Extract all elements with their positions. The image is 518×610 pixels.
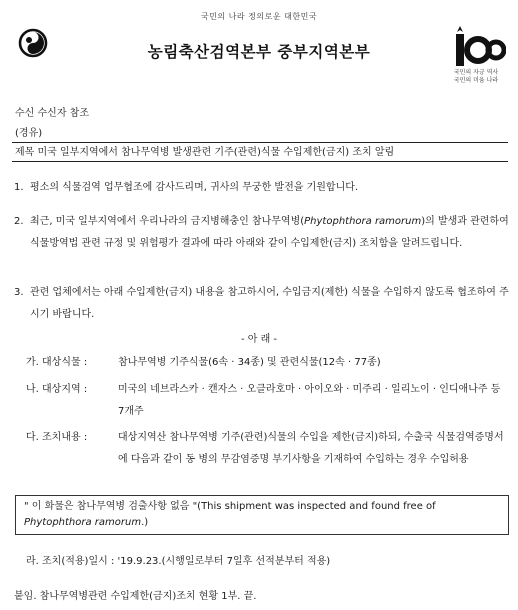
organization-title: 농림축산검역본부 중부지역본부 [147, 43, 371, 61]
item-label: 나. 대상지역 : [26, 384, 88, 395]
paragraph-text-start: 최근, 미국 일부지역에서 우리나라의 금지병해충인 참나무역병( [30, 216, 305, 227]
statement-text-end: .) [141, 517, 149, 528]
logo-caption-line1: 국민의 자긍 역사 [453, 69, 499, 76]
paragraph-3 [14, 282, 509, 326]
item-value: 미국의 네브라스카 · 캔자스 · 오클라호마 · 아이오와 · 미주리 · 일리노이 · 인디애나주 등 7개주 [118, 384, 501, 417]
subject-line: 제목 미국 일부지역에서 참나무역병 발생관련 기주(관련)식물 수입제한(금지) 조치 알림 [12, 142, 508, 162]
logo-caption-line2: 국민의 미움 나라 [453, 77, 499, 84]
paragraph-text [30, 211, 509, 255]
statement-text-start: " 이 화물은 참나무역병 검출사항 없음 "(This shipment was inspected and found free of [24, 501, 436, 512]
statement-pathogen-name: Phytophthora ramorum [24, 517, 142, 528]
paragraph-1 [14, 177, 509, 199]
anniversary-100-logo-icon [448, 24, 506, 68]
paragraph-number: 2. [14, 216, 24, 227]
paragraph-number: 1. [14, 182, 24, 193]
paragraph-text: 관련 업체에서는 아래 수입제한(금지) 내용을 참고하시어, 수입금지(제한) 식물을 수입하지 않도록 협조하여 주시기 바랍니다. [30, 287, 509, 320]
paragraph-text: 평소의 식물검역 업무협조에 감사드리며, 귀사의 무궁한 발전을 기원합니다. [30, 182, 359, 193]
item-label: 가. 대상식물 : [26, 357, 88, 368]
paragraph-2 [14, 211, 509, 255]
certificate-statement-box [15, 495, 509, 535]
pathogen-name: Phytophthora ramorum [304, 216, 422, 227]
item-value: 참나무역병 기주식물(6속 · 34종) 및 관련식물(12속 · 77종) [118, 357, 381, 368]
item-effective-date: 라. 조치(적용)일시 : '19.9.23.(시행일로부터 7일후 선적분부터 적용) [26, 556, 331, 567]
slogan: 국민의 나라 정의로운 대한민국 [200, 12, 318, 21]
item-value: 대상지역산 참나무역병 기주(관련)식물의 수입을 제한(금지)하되, 수출국 식물검역증명서에 다음과 같이 동 병의 무감염증명 부기사항을 기재하여 수입하는 경우 수입허용 [118, 432, 504, 465]
notice-heading: - 아 래 - [240, 334, 278, 345]
paragraph-number: 3. [14, 287, 24, 298]
recipient-line: 수신 수신자 참조 [15, 108, 89, 119]
paragraph-text-end: )의 발생과 관련하여 식물방역법 관련 규정 및 위험평가 결과에 따라 아래와 같이 수입제한(금지) 조치함을 알려드립니다. [30, 216, 509, 249]
item-label: 다. 조치내용 : [26, 432, 88, 443]
attachment-line: 붙임. 참나무역병관련 수입제한(금지)조치 현황 1부. 끝. [14, 591, 257, 602]
via-line: (경유) [15, 128, 43, 139]
